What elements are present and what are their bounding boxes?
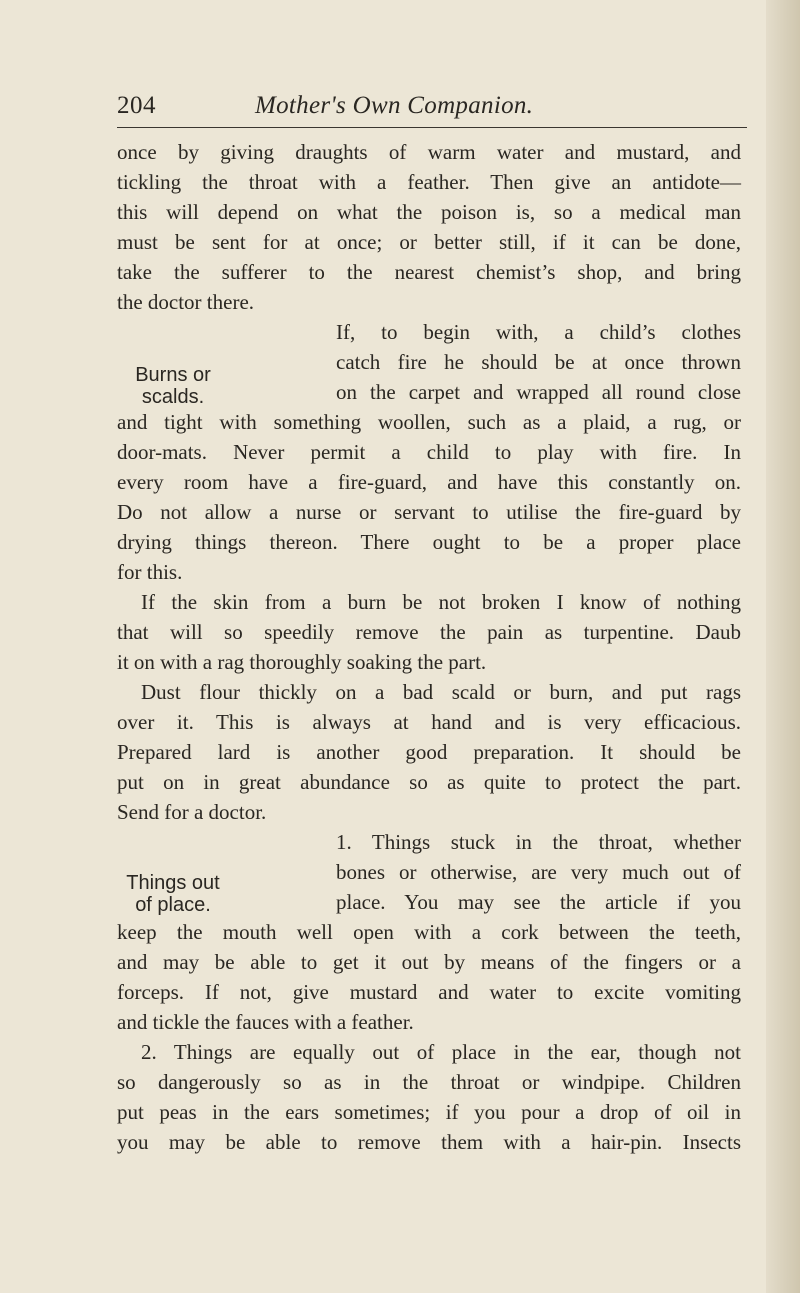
text-line: bones or otherwise, are very much out of xyxy=(336,860,741,884)
page-header xyxy=(0,92,800,132)
text-line: Dust flour thickly on a bad scald or burn, and put rags xyxy=(141,680,741,704)
text-line: every room have a fire-guard, and have this constantly on. xyxy=(117,470,741,494)
text-line: door-mats. Never permit a child to play with fire. In xyxy=(117,440,741,464)
text-line: 1. Things stuck in the throat, whether xyxy=(336,830,741,854)
text-line: place. You may see the article if you xyxy=(336,890,741,914)
text-line: take the sufferer to the nearest chemist’s shop, and bring xyxy=(117,260,741,284)
text-line: you may be able to remove them with a hair-pin. Insects xyxy=(117,1130,741,1154)
running-title: Mother's Own Companion. xyxy=(255,92,534,119)
sidenote-line: Burns or xyxy=(135,364,211,386)
text-line: the doctor there. xyxy=(117,290,255,314)
text-line: for this. xyxy=(117,560,183,584)
body-text xyxy=(117,137,741,1157)
text-line: tickling the throat with a feather. Then give an antidote— xyxy=(117,170,741,194)
text-line: put peas in the ears sometimes; if you pour a drop of oil in xyxy=(117,1100,741,1124)
text-line: once by giving draughts of warm water and mustard, and xyxy=(117,140,741,164)
text-line: this will depend on what the poison is, so a medical man xyxy=(117,200,741,224)
text-line: and may be able to get it out by means of the fingers or a xyxy=(117,950,741,974)
text-line: drying things thereon. There ought to be a proper place xyxy=(117,530,741,554)
text-line: on the carpet and wrapped all round close xyxy=(336,380,741,404)
text-line: put on in great abundance so as quite to protect the part. xyxy=(117,770,741,794)
page-edge-shadow xyxy=(766,0,800,1293)
text-line: and tickle the fauces with a feather. xyxy=(117,1010,414,1034)
header-rule xyxy=(117,127,747,128)
text-line: must be sent for at once; or better still, if it can be done, xyxy=(117,230,741,254)
text-line: forceps. If not, give mustard and water to excite vomiting xyxy=(117,980,741,1004)
text-line: so dangerously so as in the throat or windpipe. Children xyxy=(117,1070,741,1094)
text-line: catch fire he should be at once thrown xyxy=(336,350,741,374)
text-line: it on with a rag thoroughly soaking the part. xyxy=(117,650,487,674)
sidenote-line: scalds. xyxy=(141,386,205,408)
sidenote-line: Things out xyxy=(126,872,220,894)
text-line: over it. This is always at hand and is very efficacious. xyxy=(117,710,741,734)
text-line: Prepared lard is another good preparation. It should be xyxy=(117,740,741,764)
text-line: If, to begin with, a child’s clothes xyxy=(336,320,741,344)
sidenote-line: of place. xyxy=(135,894,211,916)
text-line: that will so speedily remove the pain as turpentine. Daub xyxy=(117,620,741,644)
text-line: Send for a doctor. xyxy=(117,800,267,824)
text-line: 2. Things are equally out of place in the ear, though not xyxy=(141,1040,741,1064)
text-line: and tight with something woollen, such as a plaid, a rug, or xyxy=(117,410,741,434)
text-line: If the skin from a burn be not broken I know of nothing xyxy=(141,590,741,614)
text-line: keep the mouth well open with a cork between the teeth, xyxy=(117,920,741,944)
text-line: Do not allow a nurse or servant to utilise the fire-guard by xyxy=(117,500,741,524)
page-number: 204 xyxy=(117,92,156,119)
